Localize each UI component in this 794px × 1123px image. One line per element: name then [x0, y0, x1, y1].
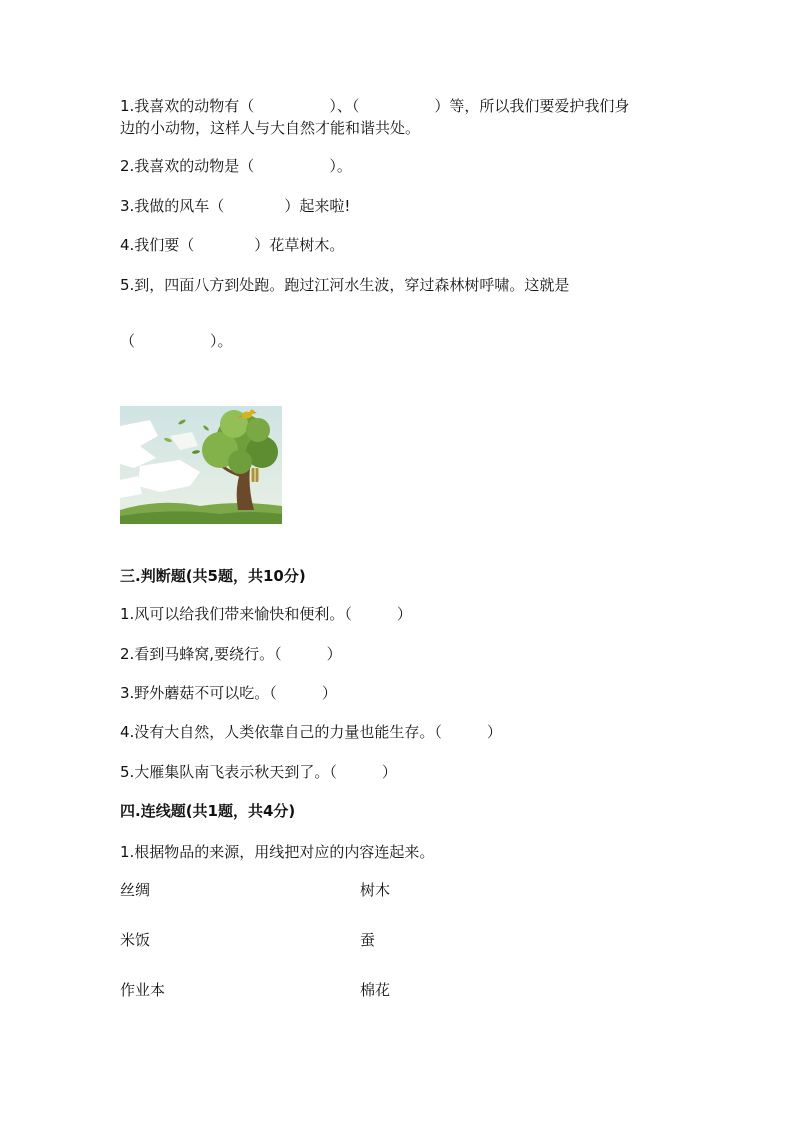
matching-question: 1.根据物品的来源，用线把对应的内容连起来。 — [120, 843, 435, 861]
question-1-line-2: 边的小动物，这样人与大自然才能和谐共处。 — [120, 119, 421, 137]
judgment-item-5: 5.大雁集队南飞表示秋天到了。（ ） — [120, 763, 397, 781]
tree-illustration-svg — [120, 406, 282, 524]
matching-left-item-1: 丝绸 — [120, 881, 151, 899]
section-heading-judgment: 三.判断题(共5题，共10分) — [120, 567, 306, 585]
judgment-item-2: 2.看到马蜂窝,要绕行。（ ） — [120, 645, 342, 663]
question-4: 4.我们要（ ）花草树木。 — [120, 236, 345, 254]
judgment-item-3: 3.野外蘑菇不可以吃。（ ） — [120, 684, 337, 702]
matching-left-item-3: 作业本 — [120, 981, 166, 999]
matching-right-item-1: 树木 — [360, 881, 391, 899]
question-2: 2.我喜欢的动物是（ ）。 — [120, 157, 352, 175]
question-5-line-2: （ ）。 — [120, 332, 233, 350]
judgment-item-1: 1.风可以给我们带来愉快和便利。（ ） — [120, 605, 412, 623]
judgment-item-4: 4.没有大自然，人类依靠自己的力量也能生存。（ ） — [120, 723, 502, 741]
matching-left-item-2: 米饭 — [120, 931, 151, 949]
tree-bird-illustration — [120, 406, 282, 524]
question-5-line-1: 5.到，四面八方到处跑。跑过江河水生波，穿过森林树呼啸。这就是 — [120, 276, 570, 294]
matching-right-item-3: 棉花 — [360, 981, 391, 999]
matching-right-item-2: 蚕 — [360, 931, 376, 949]
question-1-line-1: 1.我喜欢的动物有（ ）、（ ）等，所以我们要爱护我们身 — [120, 97, 630, 115]
section-heading-matching: 四.连线题(共1题，共4分) — [120, 802, 296, 820]
question-3: 3.我做的风车（ ）起来啦! — [120, 197, 351, 215]
